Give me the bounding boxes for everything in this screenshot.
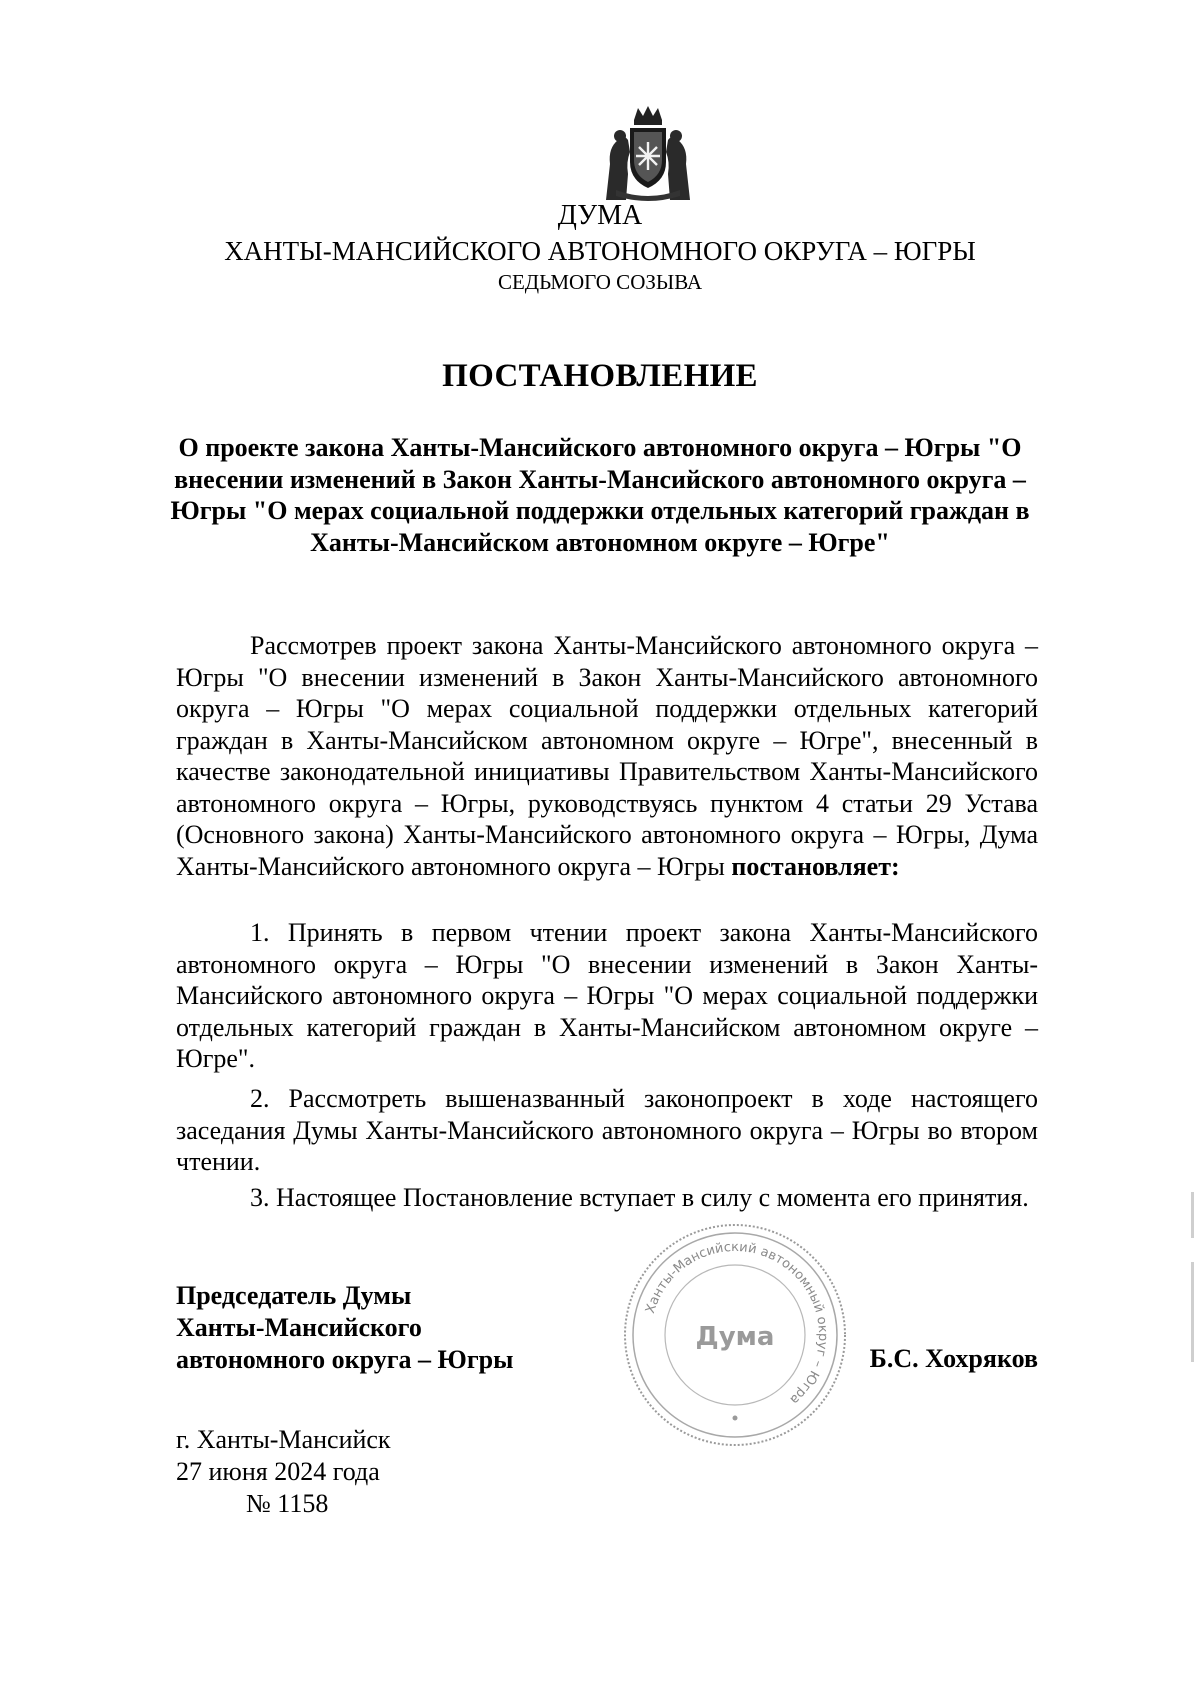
preamble-text: Рассмотрев проект закона Ханты-Мансийского автономного округа – Югры "О внесении изменений в Закон Ханты-Мансийского автономного округа – Югры "О мерах социальной поддержки отдельных категорий граждан в Ханты-Мансийском автономном округе – Югре", внесенный в качестве законодательной инициативы Правительством Ханты-Мансийского автономного округа – Югры, руководствуясь пунктом 4 статьи 29 Устава (Основного закона) Ханты-Мансийского автономного округа – Югры, Дума Ханты-Мансийского автономного округа – Югры xyxy=(176,631,1038,881)
org-name-region: ХАНТЫ-МАНСИЙСКОГО АВТОНОМНОГО ОКРУГА – ЮГРЫ xyxy=(224,236,976,266)
document-subject: О проекте закона Ханты-Мансийского автономного округа – Югры "О внесении изменений в Закон Ханты-Мансийского автономного округа – Югры "О мерах социальной поддержки отдельных категорий граждан в Ханты-Мансийском автономном округе – Югре" xyxy=(170,433,1030,557)
official-seal xyxy=(622,1222,848,1448)
signer-title xyxy=(176,1280,513,1376)
resolves-keyword: постановляет: xyxy=(731,851,900,881)
signer-title-line-3: автономного округа – Югры xyxy=(176,1345,514,1374)
scan-artifact xyxy=(1191,1192,1194,1238)
coat-of-arms-icon xyxy=(600,104,696,204)
scan-artifact xyxy=(1191,1262,1194,1362)
signer-title-line-2: Ханты-Мансийского xyxy=(176,1313,422,1342)
org-name-duma: ДУМА xyxy=(557,200,643,231)
document-footer xyxy=(176,1424,391,1520)
resolution-item-2: 2. Рассмотреть вышеназванный законопроект в ходе настоящего заседания Думы Ханты-Мансийского автономного округа – Югры во втором чтении. xyxy=(176,1084,1038,1176)
seal-ring-text: Ханты-Мансийский автономный округ – Югра xyxy=(643,1239,831,1408)
signer-name: Б.С. Хохряков xyxy=(869,1344,1038,1373)
preamble-paragraph xyxy=(176,630,1038,882)
seal-center-text: Дума xyxy=(695,1322,775,1352)
date-of-issue: 27 июня 2024 года xyxy=(176,1457,380,1486)
resolution-item-3: 3. Настоящее Постановление вступает в силу с момента его принятия. xyxy=(250,1183,1029,1212)
document-type-title: ПОСТАНОВЛЕНИЕ xyxy=(442,358,758,394)
org-convocation: СЕДЬМОГО СОЗЫВА xyxy=(497,270,703,294)
place-of-issue: г. Ханты-Мансийск xyxy=(176,1425,391,1454)
resolution-item-1: 1. Принять в первом чтении проект закона Ханты-Мансийского автономного округа – Югры "О внесении изменений в Закон Ханты-Мансийского автономного округа – Югры "О мерах социальной поддержки отдельных категорий граждан в Ханты-Мансийском автономном округе – Югре". xyxy=(176,918,1038,1073)
document-number: № 1158 xyxy=(246,1489,329,1518)
signer-title-line-1: Председатель Думы xyxy=(176,1281,412,1310)
